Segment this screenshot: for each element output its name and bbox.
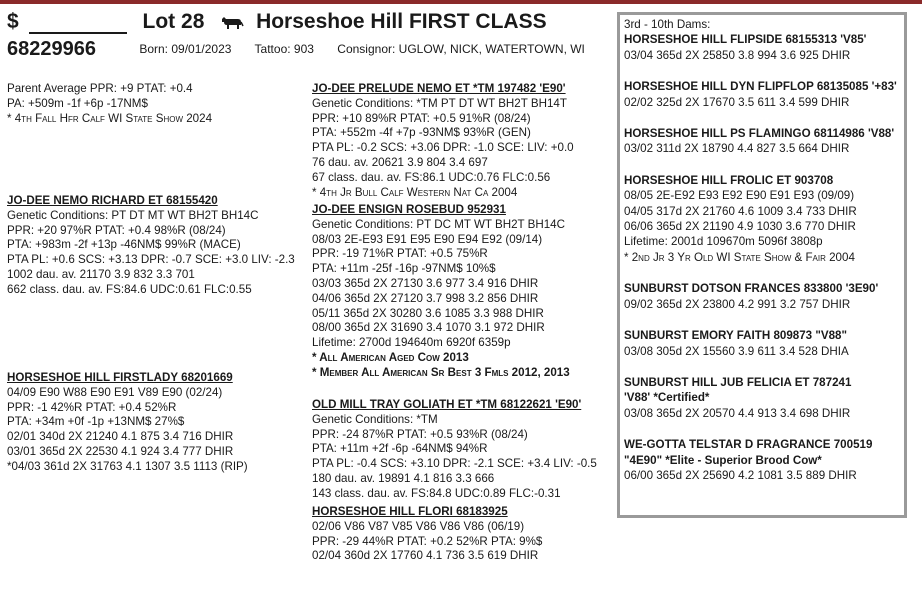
price-prefix: $ bbox=[7, 10, 19, 33]
sire-dam-line: 08/03 2E-E93 E91 E95 E90 E94 E92 (09/14) bbox=[312, 232, 543, 246]
sire-dam-lifetime: Lifetime: 2700d 194640m 6920f 6359p bbox=[312, 336, 511, 350]
dam-block bbox=[7, 371, 248, 475]
dam-entry-line: 03/02 311d 2X 18790 4.4 827 3.5 664 DHIR bbox=[624, 142, 850, 156]
dam-dam-line: 02/04 360d 2X 17760 4.1 736 3.5 619 DHIR bbox=[312, 549, 539, 563]
dam-sire-line: Genetic Conditions: *TM bbox=[312, 412, 438, 426]
sire-line: Genetic Conditions: PT DT MT WT BH2T BH14C bbox=[7, 208, 259, 222]
sire-line: PTA: +983m -2f +13p -46NM$ 99%R (MACE) bbox=[7, 238, 241, 252]
dam-name: HORSESHOE HILL FIRSTLADY 68201669 bbox=[7, 371, 233, 384]
price-blank-line bbox=[29, 16, 127, 34]
consignor-value: UGLOW, NICK, WATERTOWN, WI bbox=[398, 42, 585, 56]
born-label: Born: bbox=[139, 42, 169, 56]
extended-dams-box bbox=[617, 12, 907, 518]
dam-entry-line: 04/05 317d 2X 21760 4.6 1009 3.4 733 DHIR bbox=[624, 204, 857, 218]
dam-dam-name: HORSESHOE HILL FLORI 68183925 bbox=[312, 505, 508, 518]
dam-entry-lifetime: Lifetime: 2001d 109670m 5096f 3808p bbox=[624, 235, 823, 249]
dam-line: 04/09 E90 W88 E90 E91 V89 E90 (02/24) bbox=[7, 385, 223, 399]
dam-entry-line: 06/00 365d 2X 25690 4.2 1081 3.5 889 DHIR bbox=[624, 468, 857, 482]
cow-icon bbox=[220, 14, 244, 30]
dam-entry-line: 03/08 365d 2X 20570 4.4 913 3.4 698 DHIR bbox=[624, 406, 851, 420]
dam-entry-award: * 2nd Jr 3 Yr Old WI State Show & Fair 2004 bbox=[624, 250, 855, 264]
dam-entry-line: 02/02 325d 2X 17670 3.5 611 3.4 599 DHIR bbox=[624, 95, 850, 109]
dam-entry-line: 03/08 305d 2X 15560 3.9 611 3.4 528 DHIA bbox=[624, 344, 849, 358]
sire-dam-line: PPR: -19 71%R PTAT: +0.5 75%R bbox=[312, 247, 488, 261]
dam-entry-name: HORSESHOE HILL PS FLAMINGO 68114986 'V88' bbox=[624, 127, 895, 141]
sire-sire-line: 67 class. dau. av. FS:86.1 UDC:0.76 FLC:0.56 bbox=[312, 170, 551, 184]
lot-number: Lot 28 bbox=[142, 10, 205, 33]
sire-dam-line: 08/00 365d 2X 31690 3.4 1070 3.1 972 DHIR bbox=[312, 321, 545, 335]
sire-sire-block bbox=[312, 82, 574, 200]
sire-line: 662 class. dau. av. FS:84.6 UDC:0.61 FLC:0.55 bbox=[7, 282, 252, 296]
dam-entry-line: 09/02 365d 2X 23800 4.2 991 3.2 757 DHIR bbox=[624, 297, 851, 311]
dam-line: 02/01 340d 2X 21240 4.1 875 3.4 716 DHIR bbox=[7, 430, 234, 444]
sire-dam-award: * Member All American Sr Best 3 Fmls 2012, 2013 bbox=[312, 365, 570, 379]
dam-sire-name: OLD MILL TRAY GOLIATH ET *TM 68122621 'E90' bbox=[312, 398, 582, 411]
consignor-label: Consignor: bbox=[337, 42, 396, 56]
sire-dam-line: PTA: +11m -25f -16p -97NM$ 10%$ bbox=[312, 262, 496, 276]
dam-entry-name: SUNBURST EMORY FAITH 809873 "V88" bbox=[624, 329, 847, 343]
parent-average-block bbox=[7, 82, 212, 126]
sire-sire-line: PTA: +552m -4f +7p -93NM$ 93%R (GEN) bbox=[312, 126, 531, 140]
sire-sire-award: * 4th Jr Bull Calf Western Nat Ca 2004 bbox=[312, 185, 518, 199]
dam-sire-line: 143 class. dau. av. FS:84.8 UDC:0.89 FLC:-0.31 bbox=[312, 486, 561, 500]
dam-sire-line: PPR: -24 87%R PTAT: +0.5 93%R (08/24) bbox=[312, 427, 528, 441]
dams-title: 3rd - 10th Dams: bbox=[624, 18, 711, 31]
animal-name: Horseshoe Hill FIRST CLASS bbox=[256, 10, 547, 33]
born-value: 09/01/2023 bbox=[171, 42, 232, 56]
sire-dam-award: * All American Aged Cow 2013 bbox=[312, 350, 469, 364]
dam-entry-classification: 'V88' *Certified* bbox=[624, 391, 710, 405]
sire-line: 1002 dau. av. 21170 3.9 832 3.3 701 bbox=[7, 267, 195, 281]
sire-dam-name: JO-DEE ENSIGN ROSEBUD 952931 bbox=[312, 203, 506, 216]
id-line bbox=[7, 38, 585, 61]
tattoo-label: Tattoo: bbox=[254, 42, 291, 56]
tattoo-value: 903 bbox=[293, 42, 314, 56]
sire-sire-line: Genetic Conditions: *TM PT DT WT BH2T BH14T bbox=[312, 96, 567, 110]
sire-dam-line: 03/03 365d 2X 27130 3.6 977 3.4 916 DHIR bbox=[312, 276, 539, 290]
dam-line: PTA: +34m +0f -1p +13NM$ 27%$ bbox=[7, 415, 185, 429]
sire-line: PTA PL: +0.6 SCS: +3.13 DPR: -0.7 SCE: +3.0 LIV: -2.3 bbox=[7, 253, 295, 267]
dam-dam-line: 02/06 V86 V87 V85 V86 V86 V86 (06/19) bbox=[312, 519, 525, 533]
dam-entry-name: HORSESHOE HILL FLIPSIDE 68155313 'V85' bbox=[624, 33, 867, 47]
sire-line: PPR: +20 97%R PTAT: +0.4 98%R (08/24) bbox=[7, 223, 226, 237]
parent-average-ppr: Parent Average PPR: +9 PTAT: +0.4 bbox=[7, 82, 193, 95]
lot-header bbox=[7, 10, 557, 34]
sire-dam-line: 05/11 365d 2X 30280 3.6 1085 3.3 988 DHIR bbox=[312, 306, 544, 320]
dam-entry-name: HORSESHOE HILL DYN FLIPFLOP 68135085 '+83' bbox=[624, 80, 897, 94]
dam-sire-line: PTA PL: -0.4 SCS: +3.10 DPR: -2.1 SCE: +3.4 LIV: -0.5 bbox=[312, 457, 597, 471]
dam-dam-line: PPR: -29 44%R PTAT: +0.2 52%R PTA: 9%$ bbox=[312, 534, 543, 548]
dam-line: 03/01 365d 2X 22530 4.1 924 3.4 777 DHIR bbox=[7, 444, 234, 458]
registration-number: 68229966 bbox=[7, 38, 96, 60]
dam-line: PPR: -1 42%R PTAT: +0.4 52%R bbox=[7, 400, 177, 414]
sire-name: JO-DEE NEMO RICHARD ET 68155420 bbox=[7, 194, 218, 207]
dam-entry-line: 08/05 2E-E92 E93 E92 E90 E91 E93 (09/09) bbox=[624, 189, 855, 203]
dam-sire-line: 180 dau. av. 19891 4.1 816 3.3 666 bbox=[312, 471, 495, 485]
parent-average-award: * 4th Fall Hfr Calf WI State Show 2024 bbox=[7, 111, 213, 125]
top-rule bbox=[0, 0, 922, 4]
parent-average-pa: PA: +509m -1f +6p -17NM$ bbox=[7, 96, 148, 110]
sire-dam-line: Genetic Conditions: PT DC MT WT BH2T BH14C bbox=[312, 217, 566, 231]
dam-entry-line: 06/06 365d 2X 21190 4.9 1030 3.6 770 DHIR bbox=[624, 220, 856, 234]
sire-sire-line: PTA PL: -0.2 SCS: +3.06 DPR: -1.0 SCE: LIV: +0.0 bbox=[312, 141, 574, 155]
dam-dam-block bbox=[312, 505, 542, 564]
sire-dam-line: 04/06 365d 2X 27120 3.7 998 3.2 856 DHIR bbox=[312, 291, 539, 305]
dam-entry-name: WE-GOTTA TELSTAR D FRAGRANCE 700519 bbox=[624, 438, 873, 452]
dam-entry-name: HORSESHOE HILL FROLIC ET 903708 bbox=[624, 173, 834, 187]
dam-entry-line: 03/04 365d 2X 25850 3.8 994 3.6 925 DHIR bbox=[624, 48, 851, 62]
sire-block bbox=[7, 194, 295, 298]
dam-entry-classification: "4E90" *Elite - Superior Brood Cow* bbox=[624, 453, 822, 467]
sire-sire-line: PPR: +10 89%R PTAT: +0.5 91%R (08/24) bbox=[312, 111, 531, 125]
sire-sire-line: 76 dau. av. 20621 3.9 804 3.4 697 bbox=[312, 155, 488, 169]
dam-entry-name: SUNBURST HILL JUB FELICIA ET 787241 bbox=[624, 375, 852, 389]
sire-dam-block bbox=[312, 203, 570, 381]
dam-sire-block bbox=[312, 398, 597, 502]
dam-line: *04/03 361d 2X 31763 4.1 1307 3.5 1113 (RIP) bbox=[7, 459, 248, 473]
dam-sire-line: PTA: +11m +2f -6p -64NM$ 94%R bbox=[312, 442, 488, 456]
dam-entry-name: SUNBURST DOTSON FRANCES 833800 '3E90' bbox=[624, 282, 879, 296]
sire-sire-name: JO-DEE PRELUDE NEMO ET *TM 197482 'E90' bbox=[312, 82, 566, 95]
